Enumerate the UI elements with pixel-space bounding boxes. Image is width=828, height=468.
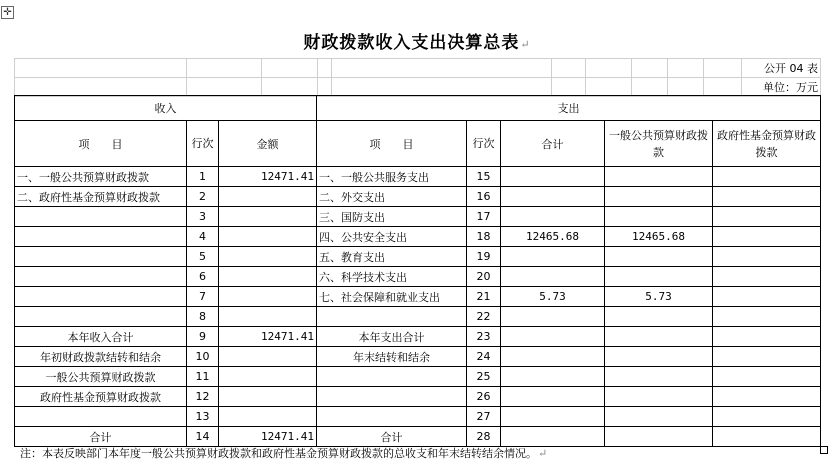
cell-ex-fund: [713, 287, 821, 307]
cell-ex-general: [605, 427, 713, 447]
cell-in-no: 5: [187, 247, 219, 267]
table-row: [15, 427, 821, 447]
cell-ex-fund: [713, 247, 821, 267]
cell-ex-fund: [713, 267, 821, 287]
cell-ex-general: [605, 327, 713, 347]
cell-ex-fund: [713, 367, 821, 387]
cell-ex-item: 五、教育支出: [317, 247, 467, 267]
cell-ex-item: 二、外交支出: [317, 187, 467, 207]
expense-general-header: 一般公共预算财政拨款: [605, 121, 713, 167]
cell-ex-fund: [713, 407, 821, 427]
cell-in-amt: [219, 227, 317, 247]
table-row: [15, 387, 821, 407]
cell-in-item: [15, 407, 187, 427]
cell-ex-item: 四、公共安全支出: [317, 227, 467, 247]
table-row: [15, 227, 821, 247]
expense-total-header: 合计: [501, 121, 605, 167]
cell-in-amt: [219, 187, 317, 207]
cell-ex-item: 合计: [317, 427, 467, 447]
cell-ex-item: 年末结转和结余: [317, 347, 467, 367]
cell-ex-no: 18: [467, 227, 501, 247]
cell-in-amt: [219, 367, 317, 387]
page-title: [14, 28, 820, 53]
cell-in-no: 6: [187, 267, 219, 287]
table-row: [15, 367, 821, 387]
cell-in-item: [15, 207, 187, 227]
cell-in-amt: [219, 387, 317, 407]
cell-ex-total: 5.73: [501, 287, 605, 307]
cell-in-item: 政府性基金预算财政拨款: [15, 387, 187, 407]
cell-ex-total: [501, 187, 605, 207]
cell-ex-no: 24: [467, 347, 501, 367]
cell-ex-general: [605, 347, 713, 367]
cell-ex-total: [501, 407, 605, 427]
cell-ex-total: [501, 247, 605, 267]
cell-in-no: 3: [187, 207, 219, 227]
cell-in-item: [15, 267, 187, 287]
cell-ex-fund: [713, 427, 821, 447]
table-row: [15, 347, 821, 367]
cell-ex-total: 12465.68: [501, 227, 605, 247]
cell-ex-total: [501, 267, 605, 287]
income-line-header: 行次: [187, 121, 219, 167]
cell-in-amt: 12471.41: [219, 327, 317, 347]
cell-in-amt: 12471.41: [219, 427, 317, 447]
cell-in-no: 9: [187, 327, 219, 347]
cell-ex-no: 26: [467, 387, 501, 407]
cell-in-amt: [219, 307, 317, 327]
cell-ex-fund: [713, 347, 821, 367]
cell-in-item: [15, 227, 187, 247]
cell-ex-general: [605, 187, 713, 207]
budget-summary-table: [14, 95, 821, 447]
cell-ex-total: [501, 387, 605, 407]
income-header: 收入: [15, 96, 317, 121]
cell-ex-total: [501, 307, 605, 327]
cell-in-no: 2: [187, 187, 219, 207]
table-row: [15, 267, 821, 287]
table-code: 公开 04 表: [742, 59, 821, 78]
cell-ex-fund: [713, 167, 821, 187]
cell-ex-general: [605, 407, 713, 427]
cell-ex-no: 27: [467, 407, 501, 427]
title-text: 财政拨款收入支出决算总表: [303, 33, 520, 53]
cell-ex-no: 28: [467, 427, 501, 447]
cell-ex-general: [605, 267, 713, 287]
cell-in-item: [15, 307, 187, 327]
cell-in-amt: [219, 247, 317, 267]
table-row: [15, 207, 821, 227]
header-info-grid: [14, 58, 821, 97]
cell-in-no: 14: [187, 427, 219, 447]
cell-in-no: 10: [187, 347, 219, 367]
cell-ex-item: 本年支出合计: [317, 327, 467, 347]
cell-ex-item: 三、国防支出: [317, 207, 467, 227]
expense-line-header: 行次: [467, 121, 501, 167]
cell-ex-fund: [713, 187, 821, 207]
expense-header: 支出: [317, 96, 821, 121]
table-row: [15, 307, 821, 327]
footnote-text: 注：本表反映部门本年度一般公共预算财政拨款和政府性基金预算财政拨款的总收支和年末结转结余情况。: [20, 447, 537, 460]
cell-ex-no: 19: [467, 247, 501, 267]
cell-ex-fund: [713, 327, 821, 347]
cell-ex-general: [605, 387, 713, 407]
cell-ex-total: [501, 327, 605, 347]
cell-in-amt: [219, 207, 317, 227]
cell-ex-no: 22: [467, 307, 501, 327]
cell-ex-item: 一、一般公共服务支出: [317, 167, 467, 187]
cell-ex-no: 17: [467, 207, 501, 227]
expense-fund-header: 政府性基金预算财政拨款: [713, 121, 821, 167]
cell-ex-fund: [713, 227, 821, 247]
cell-in-item: 一般公共预算财政拨款: [15, 367, 187, 387]
cell-ex-general: [605, 247, 713, 267]
cell-in-no: 13: [187, 407, 219, 427]
cell-ex-total: [501, 427, 605, 447]
cell-in-item: 二、政府性基金预算财政拨款: [15, 187, 187, 207]
cell-ex-total: [501, 347, 605, 367]
cell-in-amt: 12471.41: [219, 167, 317, 187]
cell-in-amt: [219, 267, 317, 287]
expense-item-header: 项 目: [317, 121, 467, 167]
cell-in-no: 8: [187, 307, 219, 327]
cell-ex-general: [605, 207, 713, 227]
cell-in-item: 本年收入合计: [15, 327, 187, 347]
cell-ex-no: 21: [467, 287, 501, 307]
unit-label: 单位：万元: [742, 78, 821, 97]
cell-ex-no: 23: [467, 327, 501, 347]
cell-ex-no: 25: [467, 367, 501, 387]
cell-ex-item: 七、社会保障和就业支出: [317, 287, 467, 307]
income-item-header: 项 目: [15, 121, 187, 167]
cell-ex-general: 12465.68: [605, 227, 713, 247]
cell-ex-general: [605, 307, 713, 327]
income-amount-header: 金额: [219, 121, 317, 167]
cell-in-item: [15, 287, 187, 307]
footnote: [20, 445, 547, 461]
cell-in-amt: [219, 407, 317, 427]
cell-ex-fund: [713, 307, 821, 327]
cell-ex-total: [501, 167, 605, 187]
cell-in-no: 4: [187, 227, 219, 247]
cell-ex-no: 20: [467, 267, 501, 287]
cell-in-item: 年初财政拨款结转和结余: [15, 347, 187, 367]
cell-ex-item: [317, 367, 467, 387]
cell-ex-item: [317, 387, 467, 407]
cell-in-no: 12: [187, 387, 219, 407]
cell-ex-general: [605, 367, 713, 387]
cell-ex-general: 5.73: [605, 287, 713, 307]
cell-in-amt: [219, 347, 317, 367]
cell-in-item: [15, 247, 187, 267]
table-row: [15, 247, 821, 267]
table-row: [15, 167, 821, 187]
cell-ex-no: 16: [467, 187, 501, 207]
cell-ex-fund: [713, 207, 821, 227]
table-row: [15, 287, 821, 307]
cell-in-no: 7: [187, 287, 219, 307]
paragraph-mark-icon: ↵: [520, 38, 531, 51]
table-row: [15, 187, 821, 207]
table-resize-handle-icon[interactable]: [820, 446, 828, 454]
cell-ex-general: [605, 167, 713, 187]
cell-in-no: 11: [187, 367, 219, 387]
cell-ex-fund: [713, 387, 821, 407]
cell-in-item: 合计: [15, 427, 187, 447]
cell-ex-item: [317, 407, 467, 427]
cell-ex-item: 六、科学技术支出: [317, 267, 467, 287]
table-row: [15, 327, 821, 347]
cell-ex-total: [501, 367, 605, 387]
paragraph-mark-icon: ↵: [538, 447, 548, 460]
cell-in-no: 1: [187, 167, 219, 187]
cell-in-amt: [219, 287, 317, 307]
cell-in-item: 一、一般公共预算财政拨款: [15, 167, 187, 187]
cell-ex-item: [317, 307, 467, 327]
table-move-handle-icon[interactable]: ✛: [1, 6, 14, 19]
cell-ex-total: [501, 207, 605, 227]
table-row: [15, 407, 821, 427]
cell-ex-no: 15: [467, 167, 501, 187]
